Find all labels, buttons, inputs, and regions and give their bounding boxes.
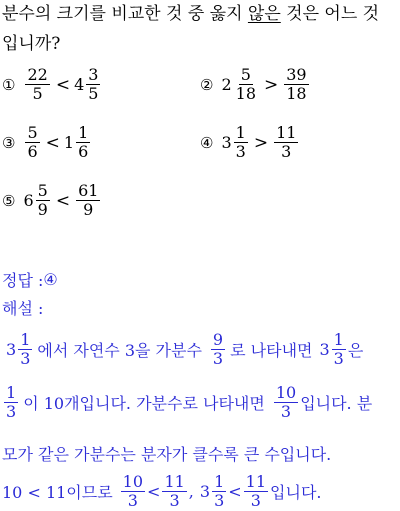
- option-4-left-whole: 3: [221, 133, 232, 152]
- explanation-line-4: [2, 473, 322, 510]
- option-5-operator: <: [55, 190, 71, 211]
- option-2-operator: >: [264, 74, 279, 95]
- option-4-right-fraction: $\frac{11}{3}$: [276, 123, 297, 161]
- explanation-line-3: [2, 442, 331, 465]
- exp1-text-2: 로 나타내면: [230, 341, 313, 360]
- option-5-right-fraction: $\frac{61}{9}$: [78, 181, 99, 219]
- option-1[interactable]: [2, 66, 102, 103]
- option-2[interactable]: [200, 66, 311, 103]
- exp4-fraction-3: $\frac{1}{3}$: [214, 472, 225, 510]
- exp4-fraction-4: $\frac{11}{3}$: [245, 472, 267, 510]
- option-3-left-fraction: $\frac{5}{6}$: [27, 123, 38, 161]
- answer-label: 정답 :: [2, 271, 44, 290]
- option-1-left-fraction: $\frac{22}{5}$: [27, 65, 48, 103]
- question-line-1: [2, 3, 379, 25]
- question-text-b: 것은 어느 것: [280, 4, 380, 24]
- option-1-mark: ①: [2, 75, 16, 94]
- exp2-fraction-2: $\frac{10}{3}$: [275, 383, 297, 421]
- answer-value: ④: [43, 270, 58, 289]
- option-4[interactable]: [200, 124, 300, 161]
- exp3-text-1: 모가 같은 가분수는 분자가 클수록 큰 수입니다.: [2, 445, 332, 464]
- exp4-comma: ,: [188, 482, 194, 501]
- explanation-label: 해설 :: [2, 299, 44, 318]
- option-4-left-fraction: $\frac{1}{3}$: [235, 123, 246, 161]
- exp1-whole-1: 3: [6, 340, 17, 359]
- option-2-mark: ②: [200, 75, 214, 94]
- option-3-operator: <: [45, 132, 60, 153]
- option-2-right-fraction: $\frac{39}{18}$: [286, 65, 307, 103]
- option-3-mark: ③: [2, 133, 16, 152]
- answer-line: [2, 268, 58, 291]
- option-4-operator: >: [253, 132, 269, 153]
- exp4-op-2: <: [228, 482, 242, 501]
- option-3-right-whole: 1: [63, 133, 75, 152]
- exp4-op-1: <: [147, 482, 161, 501]
- exp4-whole-3: 3: [199, 482, 211, 501]
- exp1-whole-3: 3: [319, 340, 330, 359]
- option-1-right-whole: 4: [74, 75, 85, 94]
- option-5[interactable]: [2, 182, 102, 219]
- option-1-operator: <: [55, 74, 71, 95]
- option-4-mark: ④: [200, 133, 214, 152]
- exp1-text-1: 에서 자연수 3을 가분수: [37, 341, 202, 360]
- option-5-left-whole: 6: [23, 191, 34, 210]
- exp1-fraction-2: $\frac{9}{3}$: [212, 330, 224, 368]
- option-5-mark: ⑤: [2, 191, 16, 210]
- exp4-fraction-2: $\frac{11}{3}$: [164, 472, 185, 510]
- exp2-fraction-1: $\frac{1}{3}$: [6, 383, 17, 421]
- option-2-left-whole: 2: [221, 75, 232, 94]
- exp4-text-2: 입니다.: [270, 483, 322, 502]
- option-2-left-fraction: $\frac{5}{18}$: [235, 65, 256, 103]
- option-5-left-fraction: $\frac{5}{9}$: [37, 181, 48, 219]
- option-3-right-fraction: $\frac{1}{6}$: [78, 123, 89, 161]
- option-1-right-fraction: $\frac{3}{5}$: [88, 65, 99, 103]
- question-text-c: 입니까?: [2, 34, 61, 54]
- question-line-2: [2, 33, 60, 55]
- exp4-text-0: 10 < 11이므로: [2, 483, 113, 502]
- exp2-text-2: 입니다. 분: [300, 394, 373, 413]
- question-emphasis: 않은: [247, 4, 281, 24]
- exp1-text-3: 은: [347, 341, 364, 360]
- question-text-a: 분수의 크기를 비교한 것 중 옳지: [2, 4, 248, 24]
- exp1-fraction-1: $\frac{1}{3}$: [20, 330, 31, 368]
- exp2-text-1: 이 10개입니다. 가분수로 나타내면: [23, 394, 265, 413]
- exp4-fraction-1: $\frac{10}{3}$: [122, 472, 144, 510]
- explanation-line-1: [6, 331, 363, 368]
- explanation-line-2: [2, 384, 372, 421]
- exp1-fraction-3: $\frac{1}{3}$: [333, 330, 344, 368]
- option-3[interactable]: [2, 124, 92, 161]
